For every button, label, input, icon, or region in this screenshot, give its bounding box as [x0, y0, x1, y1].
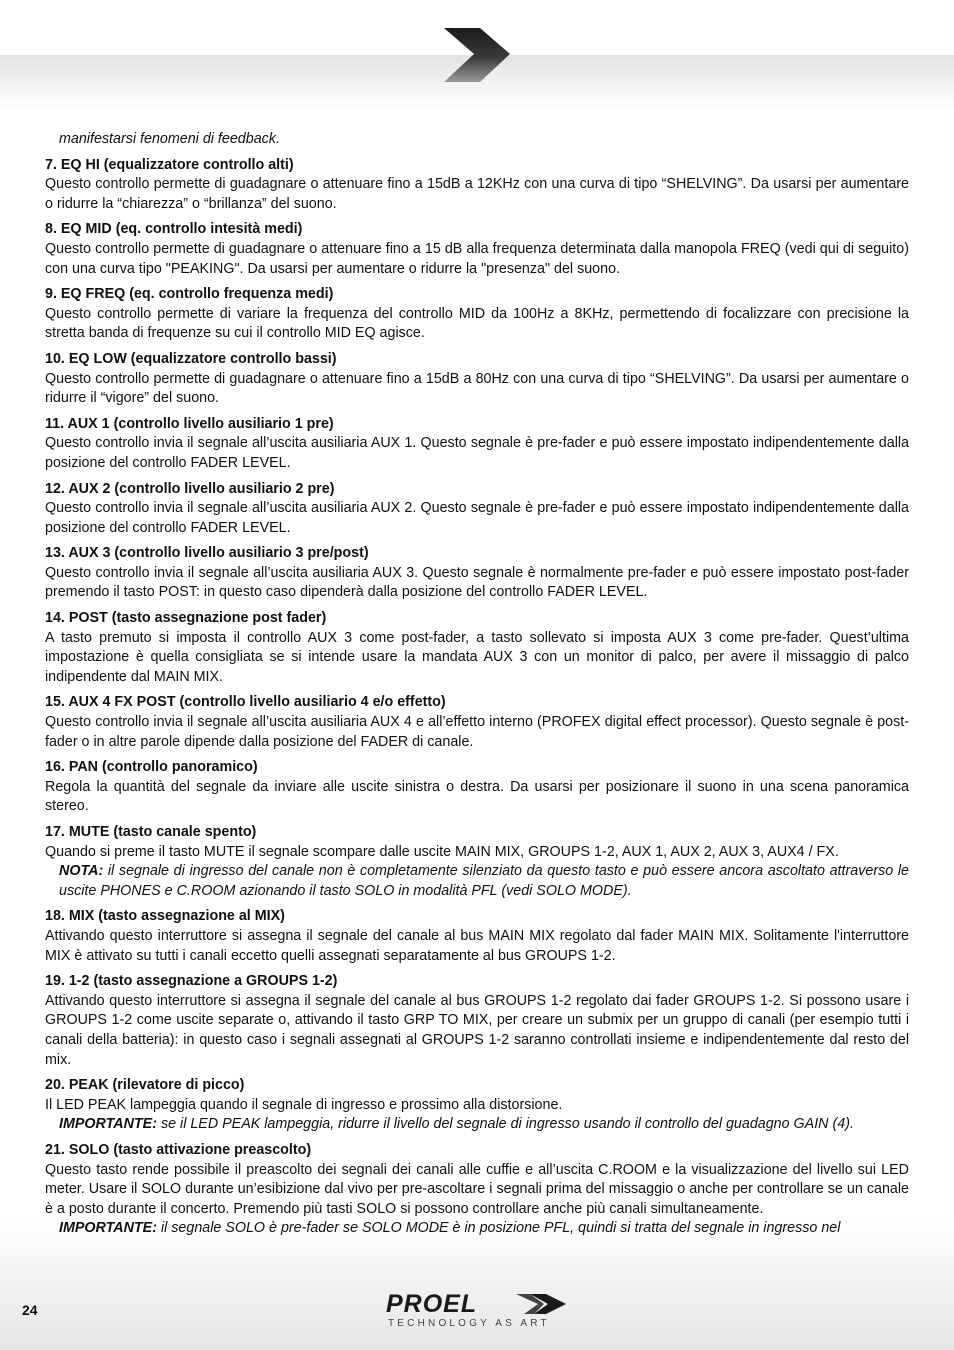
- section: [45, 285, 909, 344]
- chevron-right-icon: [440, 26, 512, 84]
- section-title: 9. EQ FREQ (eq. controllo frequenza medi): [45, 286, 334, 303]
- section-title: 16. PAN (controllo panoramico): [45, 759, 258, 776]
- section: [45, 823, 909, 901]
- section: [45, 693, 909, 752]
- section-body: Questo controllo invia il segnale all’uscita ausiliaria AUX 2. Questo segnale è pre-fader e può essere impostato indipendentemente dalla posizione del controllo FADER LEVEL.: [45, 500, 909, 536]
- section: [45, 480, 909, 539]
- section-list: [45, 156, 909, 1239]
- proel-logo: [386, 1290, 571, 1334]
- section-title: 19. 1-2 (tasto assegnazione a GROUPS 1-2): [45, 973, 338, 990]
- logo-word: PROEL: [386, 1290, 478, 1318]
- section-title: 12. AUX 2 (controllo livello ausiliario 2 pre): [45, 480, 335, 497]
- section-title: 7. EQ HI (equalizzatore controllo alti): [45, 156, 294, 173]
- section-body: Questo controllo permette di variare la frequenza del controllo MID da 100Hz a 8KHz, permettendo di focalizzare con precisione la stretta banda di frequenze su cui il controllo MID EQ agisce.: [45, 305, 909, 342]
- note-text: il segnale di ingresso del canale non è completamente silenziato da questo tasto e può essere ancora ascoltato attraverso le uscite PHONES e C.ROOM azionando il tasto SOLO in modalità PFL (vedi SOLO MODE).: [59, 863, 909, 899]
- section-body: Il LED PEAK lampeggia quando il segnale di ingresso e prossimo alla distorsione.: [45, 1096, 563, 1113]
- section-title: 21. SOLO (tasto attivazione preascolto): [45, 1141, 312, 1158]
- section-note: [59, 862, 909, 901]
- section-note: [59, 1115, 909, 1135]
- section-body: Questo controllo permette di guadagnare o attenuare fino a 15 dB alla frequenza determinata dalla manopola FREQ (vedi qui di seguito) con una curva tipo "PEAKING". Da usarsi per aumentare o ridurre la "presenza" del suono.: [45, 240, 909, 277]
- section: [45, 1076, 909, 1135]
- section: [45, 350, 909, 409]
- section-body: Questo controllo invia il segnale all’uscita ausiliaria AUX 1. Questo segnale è pre-fader e può essere impostato indipendentemente dalla posizione del controllo FADER LEVEL.: [45, 435, 909, 471]
- section-body: Questo tasto rende possibile il preascolto dei segnali dei canali alle cuffie e all’uscita C.ROOM e la visualizzazione del livello sui LED meter. Usare il SOLO durante un’esibizione dal vivo per pre-ascoltare i segnali prima del missaggio o anche per controllare se un canale è a posto durante il concerto. Premendo più tasti SOLO si possono controllare anche più canali simultaneamente.: [45, 1161, 909, 1217]
- section-title: 13. AUX 3 (controllo livello ausiliario 3 pre/post): [45, 545, 369, 562]
- section-body: Questo controllo invia il segnale all’uscita ausiliaria AUX 3. Questo segnale è normalmente pre-fader e può essere impostato post-fader premendo il tasto POST: in questo caso dipenderà dalla posizione del controllo FADER LEVEL.: [45, 564, 909, 601]
- section: [45, 220, 909, 279]
- section: [45, 972, 909, 1070]
- section-body: Regola la quantità del segnale da inviare alle uscite sinistra o destra. Da usarsi per posizionare il suono in una scena panoramica stereo.: [45, 778, 909, 815]
- section-body: Quando si preme il tasto MUTE il segnale scompare dalle uscite MAIN MIX, GROUPS 1-2, AUX 1, AUX 2, AUX 3, AUX4 / FX.: [45, 843, 839, 860]
- continuation-text: manifestarsi fenomeni di feedback.: [59, 131, 280, 147]
- section: [45, 544, 909, 603]
- section-title: 11. AUX 1 (controllo livello ausiliario 1 pre): [45, 415, 334, 432]
- section: [45, 758, 909, 817]
- note-text: il segnale SOLO è pre-fader se SOLO MODE è in posizione PFL, quindi si tratta del segnale in ingresso nel: [156, 1220, 841, 1237]
- section: [45, 609, 909, 687]
- section-body: Questo controllo permette di guadagnare o attenuare fino a 15dB a 80Hz con una curva di tipo “SHELVING”. Da usarsi per aumentare o ridurre il “vigore” del suono.: [45, 370, 909, 407]
- section-title: 20. PEAK (rilevatore di picco): [45, 1077, 245, 1094]
- section-title: 8. EQ MID (eq. controllo intesità medi): [45, 221, 303, 238]
- section-body: Questo controllo permette di guadagnare o attenuare fino a 15dB a 12KHz con una curva di tipo “SHELVING”. Da usarsi per aumentare o ridurre la “chiarezza” o “brillanza” del suono.: [45, 176, 909, 212]
- logo-tagline: TECHNOLOGY AS ART: [388, 1318, 550, 1329]
- note-text: se il LED PEAK lampeggia, ridurre il livello del segnale di ingresso usando il controllo del guadagno GAIN (4).: [156, 1116, 854, 1133]
- section-note: [59, 1219, 909, 1239]
- note-label: NOTA:: [59, 863, 104, 880]
- section: [45, 907, 909, 966]
- section-body: Attivando questo interruttore si assegna il segnale del canale al bus MAIN MIX regolato dal fader MAIN MIX. Solitamente l'interruttore MIX è attivato su tutti i canali eccetto quelli assegnati separatamente al bus GROUPS 1-2.: [45, 927, 909, 964]
- section: [45, 156, 909, 215]
- section-body: Attivando questo interruttore si assegna il segnale del canale al bus GROUPS 1-2 regolato dai fader GROUPS 1-2. Si possono usare i GROUPS 1-2 come uscite separate o, attivando il tasto GRP TO MIX, per creare un submix per un gruppo di canali (per esempio tutti i canali della batteria): in questo caso i segnali assegnati al GROUPS 1-2 saranno controllati insieme e indipendentemente dal resto del mix.: [45, 992, 909, 1068]
- section-title: 14. POST (tasto assegnazione post fader): [45, 610, 327, 627]
- section-title: 18. MIX (tasto assegnazione al MIX): [45, 908, 285, 925]
- section: [45, 415, 909, 474]
- section-body: Questo controllo invia il segnale all’uscita ausiliaria AUX 4 e all’effetto interno (PROFEX digital effect processor). Questo segnale è post-fader o in altre parole dipende dalla posizione del FADER di canale.: [45, 714, 909, 750]
- page-number: 24: [22, 1302, 38, 1318]
- note-label: IMPORTANTE:: [59, 1116, 157, 1133]
- section-title: 17. MUTE (tasto canale spento): [45, 824, 257, 840]
- note-label: IMPORTANTE:: [59, 1220, 157, 1237]
- section-title: 15. AUX 4 FX POST (controllo livello ausiliario 4 e/o effetto): [45, 694, 446, 711]
- section-title: 10. EQ LOW (equalizzatore controllo bassi): [45, 350, 337, 367]
- section: [45, 1141, 909, 1239]
- section-body: A tasto premuto si imposta il controllo AUX 3 come post-fader, a tasto sollevato si imposta AUX 3 come pre-fader. Quest’ultima impostazione è quella consigliata se si intende usare la mandata AUX 3 con un monitor di palco, per avere il missaggio di palco indipendente dal MAIN MIX.: [45, 629, 909, 685]
- logo-arrow-icon: [516, 1293, 568, 1315]
- manual-content: [45, 130, 909, 1239]
